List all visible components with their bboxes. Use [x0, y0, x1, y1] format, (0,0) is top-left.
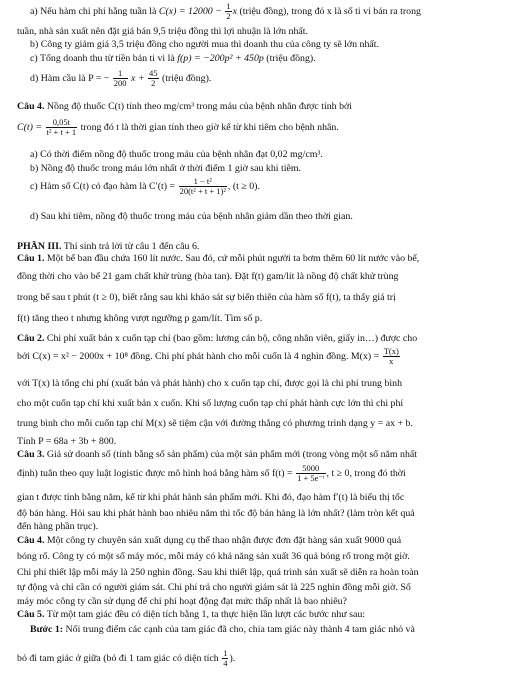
- revenue-formula: f(p) = −200p² + 450p: [177, 53, 264, 64]
- c3-line-1: Câu 3. Giả sử doanh số (tính bằng số sản phẩm) của một sản phẩm mới (trong vòng một số năm nhất: [17, 449, 418, 460]
- c4-line-1: Câu 4. Một công ty chuyên sản xuất dụng cụ thể thao nhận được đơn đặt hàng sản xuất 9000 quả: [17, 535, 402, 546]
- c5-title: Câu 5.: [17, 609, 45, 620]
- question-4-b: b) Nồng độ thuốc trong máu lớn nhất ở thời điểm 1 giờ sau khi tiêm.: [30, 163, 302, 174]
- c3-line-3: gian t được tính bằng năm, kể từ khi phát hành sản phẩm mới. Khi đó, đạo hàm f′(t) là biểu thị tốc: [17, 492, 405, 503]
- question-4-d: d) Sau khi tiêm, nồng độ thuốc trong máu của bệnh nhân giảm dần theo thời gian.: [30, 211, 353, 222]
- c5-step-1-line-1: Bước 1: Nối trung điểm các cạnh của tam giác đã cho, chia tam giác này thành 4 tam giác nhỏ và: [30, 624, 415, 635]
- question-4-c: c) Hàm số C(t) có đạo hàm là C′(t) = $\frac{\text{1 − t²}}{\text{20(t² + t + 1)²}}$ , (t ≥ 0).: [30, 176, 260, 197]
- cost-formula: C(x) = 12000 −: [158, 5, 222, 17]
- fraction-half: $\frac{1}{2}$: [226, 2, 231, 21]
- fraction-45-2: $\frac{45}{2}$: [149, 68, 158, 89]
- fraction-1-200: $\frac{1}{200}$: [113, 68, 127, 89]
- item-a-cont: tuần, nhà sản xuất nên đặt giá bán 9,5 triệu đồng thì lợi nhuận là lớn nhất.: [17, 26, 308, 37]
- c3-line-4: độ bán hàng. Hỏi sau khi phát hành bao nhiêu năm thì tốc độ bán hàng là lớn nhất? (làm tròn kết quả: [17, 508, 415, 519]
- item-a-text: (triệu đồng), trong đó x là số ti vi bán ra trong: [239, 5, 421, 17]
- c2-title: Câu 2.: [17, 333, 45, 344]
- concentration-fraction: $\frac{0,05t}{\text{t² + t + 1}}$: [46, 117, 77, 138]
- c1-line-4: f(t) tăng theo t nhưng không vượt ngưỡng p gam/lít. Tìm số p.: [17, 313, 263, 324]
- c5-line-1: Câu 5. Từ một tam giác đều có diện tích bằng 1, ta thực hiện lần lượt các bước như sau:: [17, 609, 366, 620]
- logistic-fraction: $\frac{5000}{\text{1 + 5e⁻ᵗ}}$: [297, 463, 325, 484]
- item-a-prefix: a) Nếu hàm chi phí hằng tuần là: [30, 5, 157, 17]
- question-4-line-1: Câu 4. Nồng độ thuốc C(t) tính theo mg/cm³ trong máu của bệnh nhân được tính bởi: [17, 101, 352, 112]
- question-4-a: a) Có thời điểm nồng độ thuốc trong máu của bệnh nhân đạt 0,02 mg/cm³.: [30, 149, 323, 160]
- c2-line-5: trung bình cho mỗi cuốn tạp chí M(x) sẽ tiệm cận với đường thẳng có phương trình dạng y = ax + b.: [17, 418, 413, 429]
- c1-title: Câu 1.: [17, 253, 45, 264]
- c4-line-5: máy móc công ty cần sử dụng để chi phí hoạt động đạt mức thấp nhất là bao nhiêu?: [17, 596, 347, 607]
- step-1-title: Bước 1:: [30, 624, 64, 635]
- c2-line-4: cho một cuốn tạp chí khi xuất bản x cuốn. Khi số lượng cuốn tạp chí phát hành cực lớn thì chi phí: [17, 398, 404, 409]
- derivative-fraction: $\frac{\text{1 − t²}}{\text{20(t² + t + 1)²}}$: [179, 176, 226, 197]
- quarter-fraction: $\frac{1}{4}$: [223, 648, 228, 669]
- c4-line-2: bóng rổ. Công ty có một số máy móc, mỗi máy có khả năng sản xuất 36 quả bóng rổ trong một giờ.: [17, 551, 410, 562]
- item-a: a) Nếu hàm chi phí hằng tuần là C(x) = 12000 − $\frac{1}{2}$ x (triệu đồng), trong đó x là số ti vi bán ra trong: [30, 2, 421, 21]
- c1-line-2: đồng thời cho vào bể 21 gam chất khử trùng (hòa tan). Đặt f(t) gam/lít là nồng độ chất khử trùng: [17, 271, 399, 282]
- c4-title: Câu 4.: [17, 535, 45, 546]
- c3-line-5: đến hàng phần trục).: [17, 521, 99, 532]
- c5-step-1-line-2: bỏ đi tam giác ở giữa (bỏ đi 1 tam giác có diện tích $\frac{1}{4}$ ).: [17, 648, 236, 669]
- question-4-line-2: C(t) = $\frac{0,05t}{\text{t² + t + 1}}$ trong đó t là thời gian tính theo giờ kể từ khi tiêm cho bệnh nhân.: [17, 117, 339, 138]
- c3-title: Câu 3.: [17, 449, 45, 460]
- c2-line-3: với T(x) là tổng chi phí (xuất bản và phát hành) cho x cuốn tạp chí, được gọi là chi phí trung bình: [17, 378, 403, 389]
- c2-line-2: bởi C(x) = x² − 2000x + 10⁸ đồng. Chi phí phát hành cho mỗi cuốn là 4 nghìn đồng. M(x) = $\frac{T(x)}{x}$: [17, 346, 399, 367]
- c2-line-1: Câu 2. Chi phí xuất bản x cuốn tạp chí (bao gồm: lương cán bộ, công nhân viên, giấy in…) được cho: [17, 333, 418, 344]
- part-3-heading: PHẦN III. Thí sinh trả lời từ câu 1 đến câu 6.: [17, 241, 200, 252]
- item-c: c) Tổng doanh thu từ tiền bán ti vi là f(p) = −200p² + 450p (triệu đồng).: [30, 53, 316, 64]
- item-d: d) Hàm cầu là P = − $\frac{1}{200}$ x + $\frac{45}{2}$ (triệu đồng).: [30, 68, 212, 89]
- question-4-title: Câu 4.: [17, 101, 45, 112]
- c1-line-3: trong bể sau t phút (t ≥ 0), biết rằng sau khi khảo sát sự biến thiên của hàm số f(t), ta thấy giá trị: [17, 292, 396, 303]
- c1-line-1: Câu 1. Một bể ban đầu chứa 160 lít nước. Sau đó, cứ mỗi phút người ta bơm thêm 60 lít nước vào bể,: [17, 253, 420, 264]
- c2-line-6: Tính P = 68a + 3b + 800.: [17, 436, 117, 447]
- c4-line-4: tự động và chỉ cần có người giám sát. Chi phí trả cho người giám sát là 225 nghìn đồng mỗi giờ. Số: [17, 582, 411, 593]
- average-cost-fraction: $\frac{T(x)}{x}$: [383, 346, 399, 367]
- item-b: b) Công ty giảm giá 3,5 triệu đồng cho người mua thì doanh thu của công ty sẽ lớn nhất.: [30, 39, 380, 50]
- c3-line-2: định) tuân theo quy luật logistic được mô hình hoá bằng hàm số f(t) = $\frac{5000}{\text{1 + 5e⁻ᵗ}}$ , t ≥ 0, trong đó thời: [17, 463, 406, 484]
- c4-line-3: Chi phí thiết lập mỗi máy là 250 nghìn đồng. Sau khi thiết lập, quá trình sản xuất sẽ diễn ra hoàn toàn: [17, 567, 419, 578]
